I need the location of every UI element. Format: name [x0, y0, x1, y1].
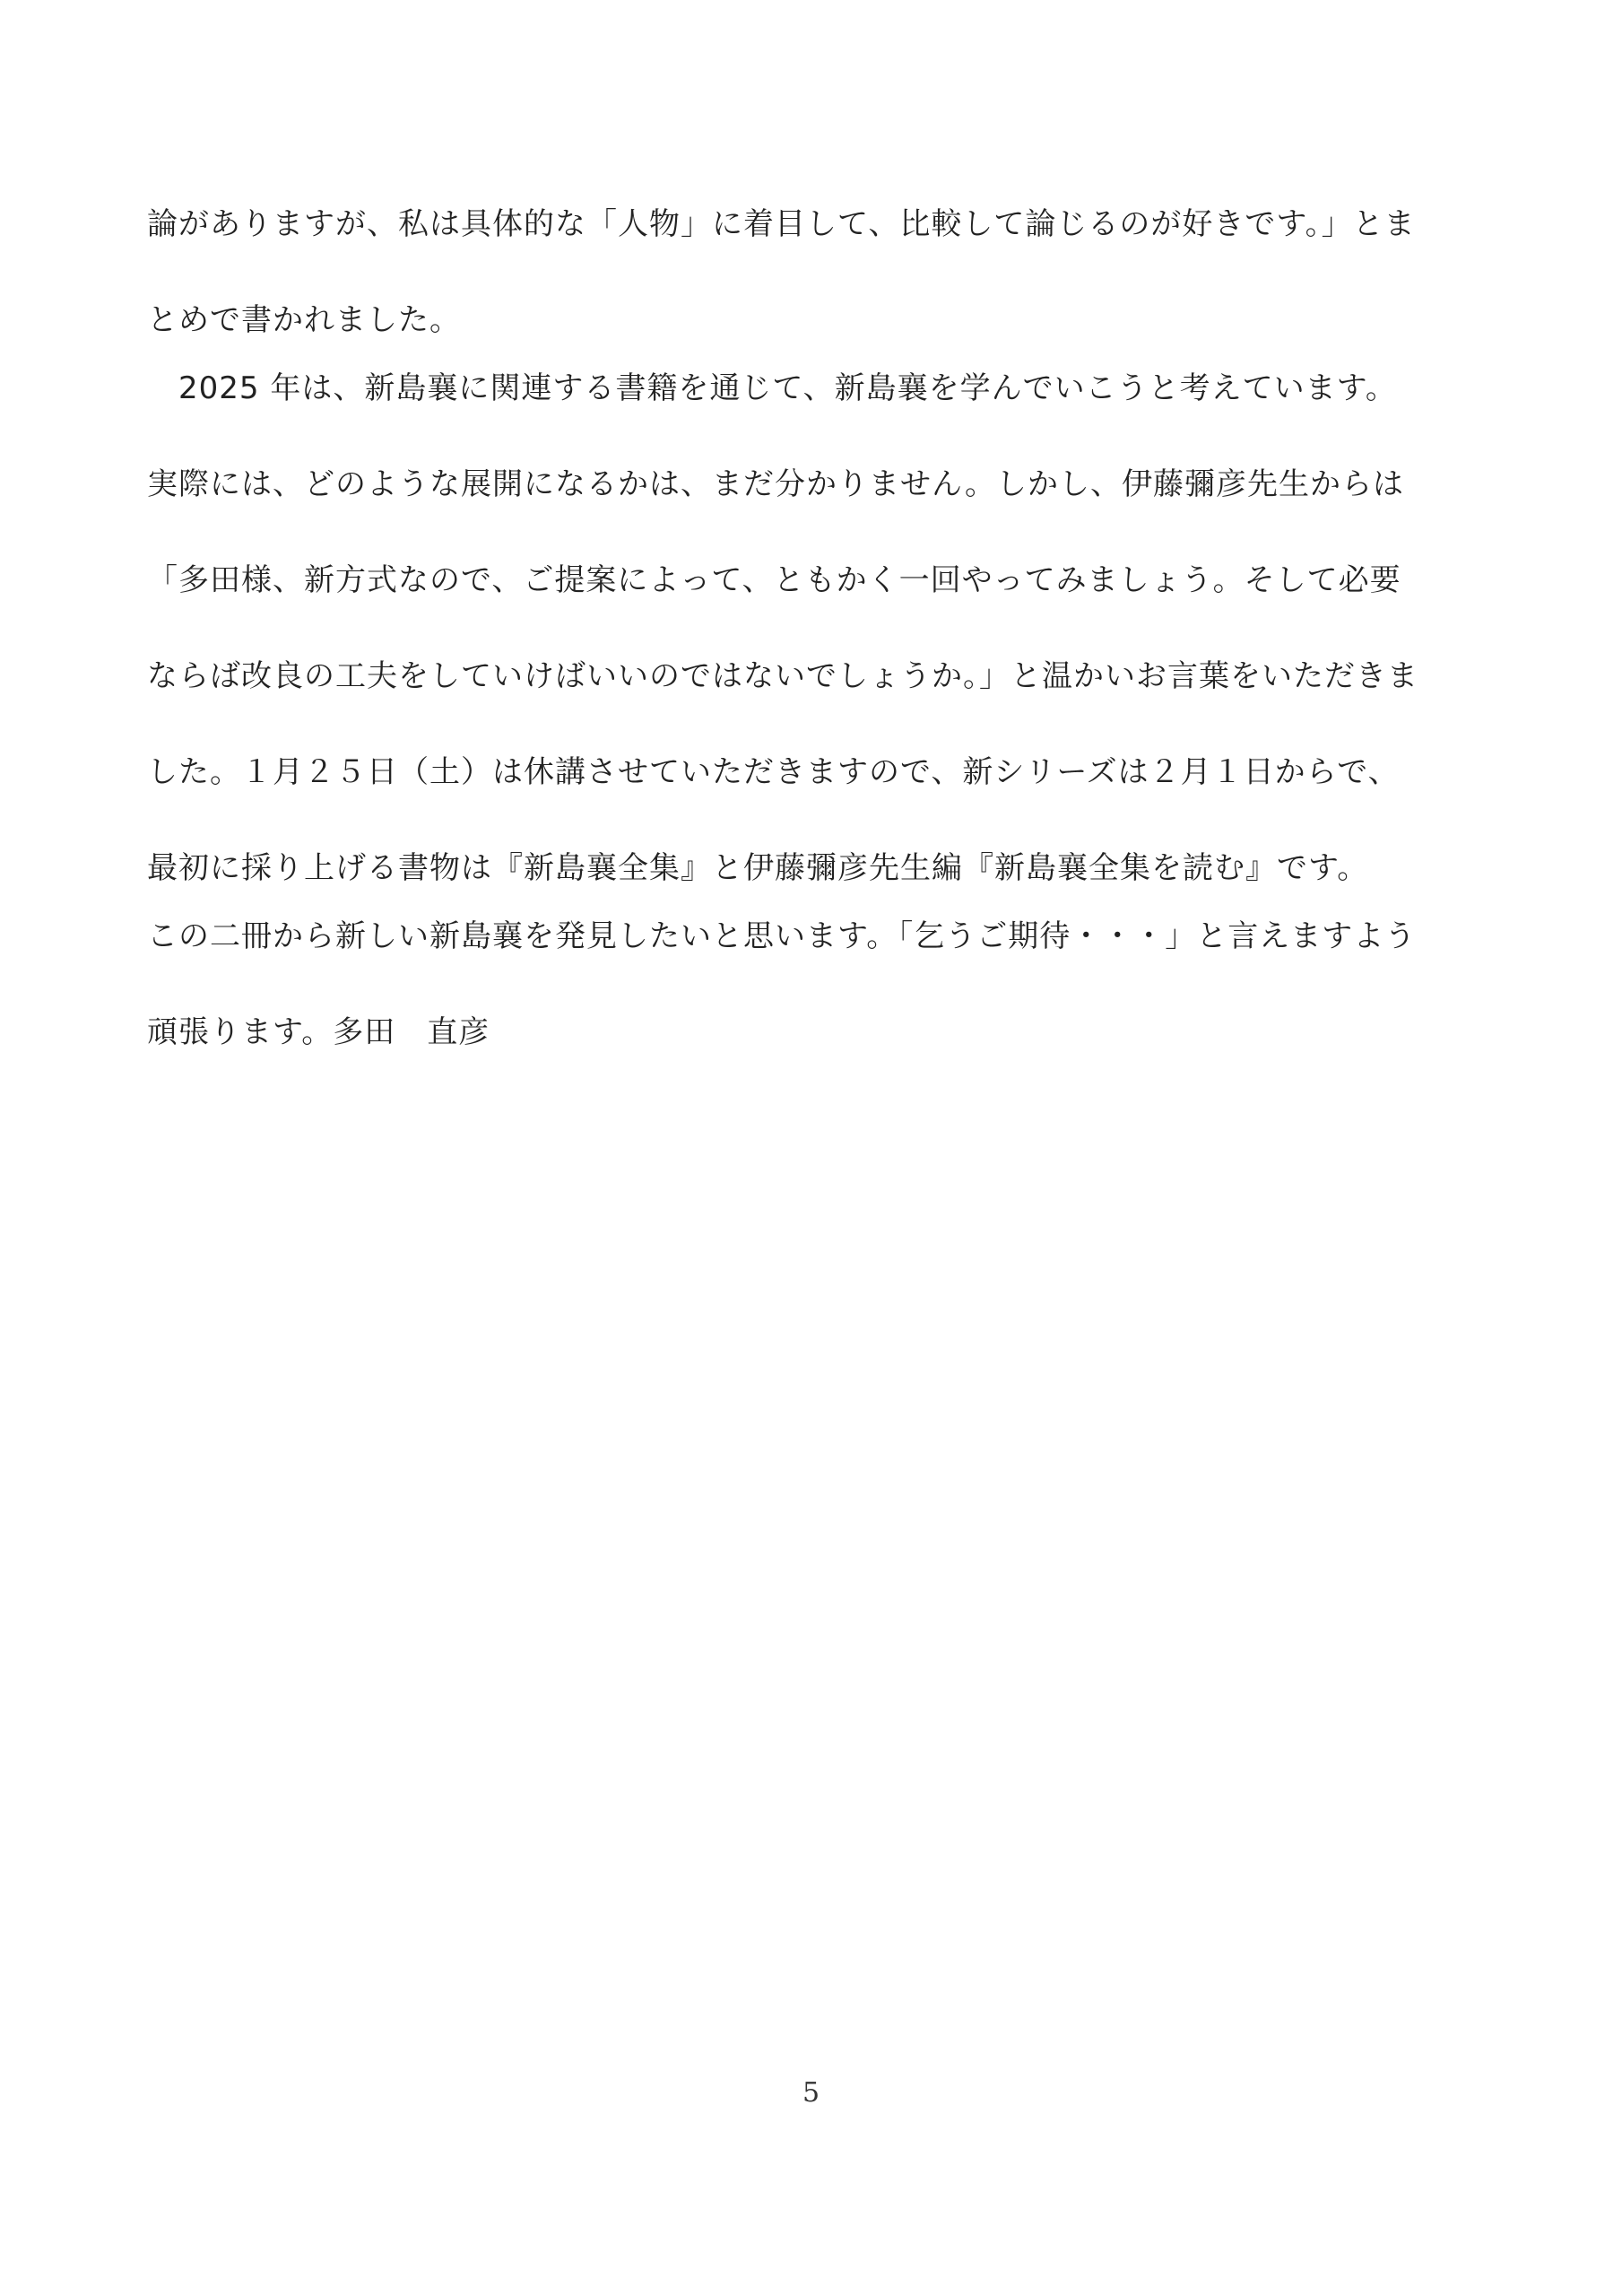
- paragraph-line: ならば改良の工夫をしていけばいいのではないでしょうか。」と温かいお言葉をいただきま: [147, 658, 1418, 694]
- paragraph-line: この二冊から新しい新島襄を発見したいと思います。「乞うご期待・・・」と言えますよう: [147, 918, 1417, 954]
- paragraph-line: した。１月２５日（土）は休講させていただきますので、新シリーズは２月１日からで、: [147, 754, 1400, 790]
- paragraph-line: 2025 年は、新島襄に関連する書籍を通じて、新島襄を学んでいこうと考えています。: [147, 370, 1397, 406]
- paragraph-line: 最初に採り上げる書物は『新島襄全集』と伊藤彌彦先生編『新島襄全集を読む』です。: [147, 850, 1369, 886]
- paragraph-line: 「多田様、新方式なので、ご提案によって、ともかく一回やってみましょう。そして必要: [147, 562, 1401, 598]
- paragraph-line: 論がありますが、私は具体的な「人物」に着目して、比較して論じるのが好きです。」とま: [147, 206, 1416, 242]
- body-text: [147, 206, 1483, 1110]
- paragraph-line: 頑張ります。多田 直彦: [147, 1014, 490, 1050]
- page-number: 5: [802, 2077, 820, 2109]
- paragraph-line: とめで書かれました。: [147, 302, 461, 338]
- paragraph-line: 実際には、どのような展開になるかは、まだ分かりません。しかし、伊藤彌彦先生からは: [147, 466, 1405, 502]
